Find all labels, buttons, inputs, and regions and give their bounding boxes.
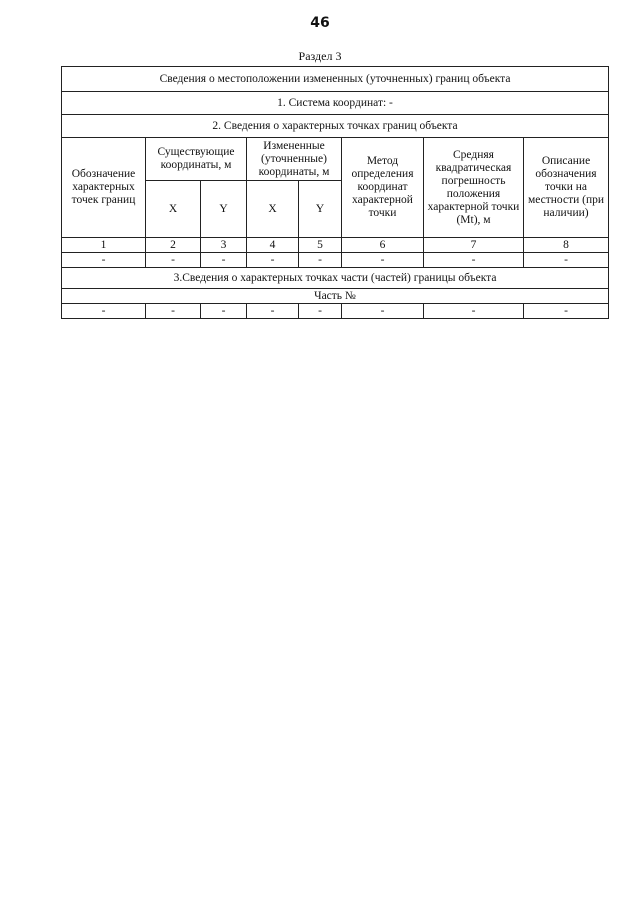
table-cell: - bbox=[524, 304, 609, 319]
table-cell: - bbox=[62, 304, 146, 319]
table-cell: - bbox=[247, 253, 299, 268]
column-number: 5 bbox=[299, 238, 342, 253]
table-row bbox=[62, 253, 609, 268]
column-number: 2 bbox=[146, 238, 201, 253]
table-cell: - bbox=[62, 253, 146, 268]
column-number: 1 bbox=[62, 238, 146, 253]
table-cell: - bbox=[342, 253, 424, 268]
table-cell: - bbox=[201, 253, 247, 268]
header-designation: Обозначение характерных точек границ bbox=[62, 138, 146, 238]
column-number: 6 bbox=[342, 238, 424, 253]
header-x-existing: X bbox=[146, 181, 201, 238]
coordinate-system: 1. Система координат: - bbox=[62, 92, 609, 115]
header-y-changed: Y bbox=[299, 181, 342, 238]
column-number: 8 bbox=[524, 238, 609, 253]
column-numbers-row bbox=[62, 238, 609, 253]
table-title: Сведения о местоположении измененных (уточненных) границ объекта bbox=[62, 67, 609, 92]
parts-heading: 3.Сведения о характерных точках части (частей) границы объекта bbox=[62, 268, 609, 289]
boundary-table bbox=[61, 66, 609, 319]
table-cell: - bbox=[424, 253, 524, 268]
table-cell: - bbox=[201, 304, 247, 319]
table-cell: - bbox=[342, 304, 424, 319]
header-y-existing: Y bbox=[201, 181, 247, 238]
column-number: 4 bbox=[247, 238, 299, 253]
table-cell: - bbox=[247, 304, 299, 319]
header-method: Метод определения координат характерной точки bbox=[342, 138, 424, 238]
table-row bbox=[62, 304, 609, 319]
part-label: Часть № bbox=[62, 289, 609, 304]
column-number: 7 bbox=[424, 238, 524, 253]
header-changed-coords-text: Измененные (уточненные) координаты, м bbox=[258, 140, 330, 178]
header-error: Средняя квадратическая погрешность положения характерной точки (Mt), м bbox=[424, 138, 524, 238]
table-cell: - bbox=[299, 304, 342, 319]
header-changed-coords bbox=[247, 138, 342, 181]
section-title: Раздел 3 bbox=[298, 49, 342, 63]
column-number: 3 bbox=[201, 238, 247, 253]
table-cell: - bbox=[524, 253, 609, 268]
page-number: 46 bbox=[310, 15, 330, 31]
header-existing-coords: Существующие координаты, м bbox=[146, 138, 247, 181]
points-heading: 2. Сведения о характерных точках границ объекта bbox=[62, 115, 609, 138]
header-x-changed: X bbox=[247, 181, 299, 238]
table-cell: - bbox=[146, 304, 201, 319]
table-cell: - bbox=[424, 304, 524, 319]
table-cell: - bbox=[299, 253, 342, 268]
table-cell: - bbox=[146, 253, 201, 268]
header-description: Описание обозначения точки на местности (при наличии) bbox=[524, 138, 609, 238]
